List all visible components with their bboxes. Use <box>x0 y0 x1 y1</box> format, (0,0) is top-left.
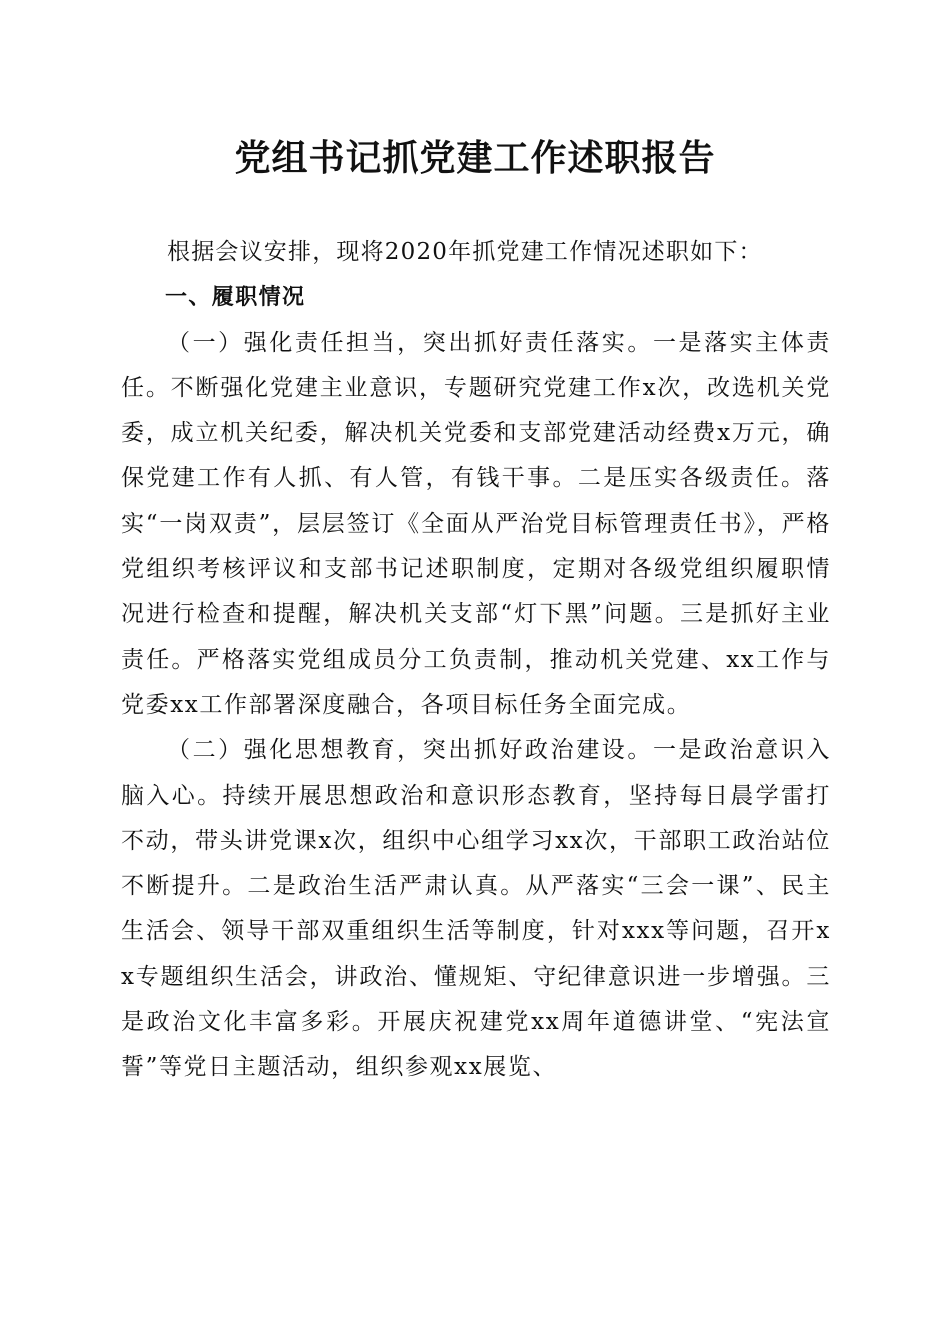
paragraph-text: 一是落实主体责任。不断强化党建主业意识，专题研究党建工作x次，改选机关党委，成立机关纪委，解决机关党委和支部党建活动经费x万元，确保党建工作有人抓、有人管，有钱干事。二是压实各级责任。落实“一岗双责”，层层签订《全面从严治党目标管理责任书》，严格党组织考核评议和支部书记述职制度，定期对各级党组织履职情况进行检查和提醒，解决机关支部“灯下黑”问题。三是抓好主业责任。严格落实党组成员分工负责制，推动机关党建、xx工作与党委xx工作部署深度融合，各项目标任务全面完成。 <box>121 329 831 718</box>
paragraph-lead: （二）强化思想教育，突出抓好政治建设。 <box>167 737 653 764</box>
intro-paragraph: 根据会议安排，现将2020年抓党建工作情况述职如下： <box>167 239 763 265</box>
section-heading-performance: 一、履职情况 <box>165 285 306 311</box>
paragraph-lead: （一）强化责任担当，突出抓好责任落实。 <box>167 329 653 356</box>
paragraph-responsibility <box>121 321 831 729</box>
document-body <box>121 230 831 1091</box>
paragraph-political-building <box>121 728 831 1090</box>
paragraph-text: 一是政治意识入脑入心。持续开展思想政治和意识形态教育，坚持每日晨学雷打不动，带头讲党课x次，组织中心组学习xx次，干部职工政治站位不断提升。二是政治生活严肃认真。从严落实“三会一课”、民主生活会、领导干部双重组织生活等制度，针对xxx等问题，召开xx专题组织生活会，讲政治、懂规矩、守纪律意识进一步增强。三是政治文化丰富多彩。开展庆祝建党xx周年道德讲堂、“宪法宣誓”等党日主题活动，组织参观xx展览、 <box>121 737 831 1081</box>
document-title: 党组书记抓党建工作述职报告 <box>234 137 716 179</box>
